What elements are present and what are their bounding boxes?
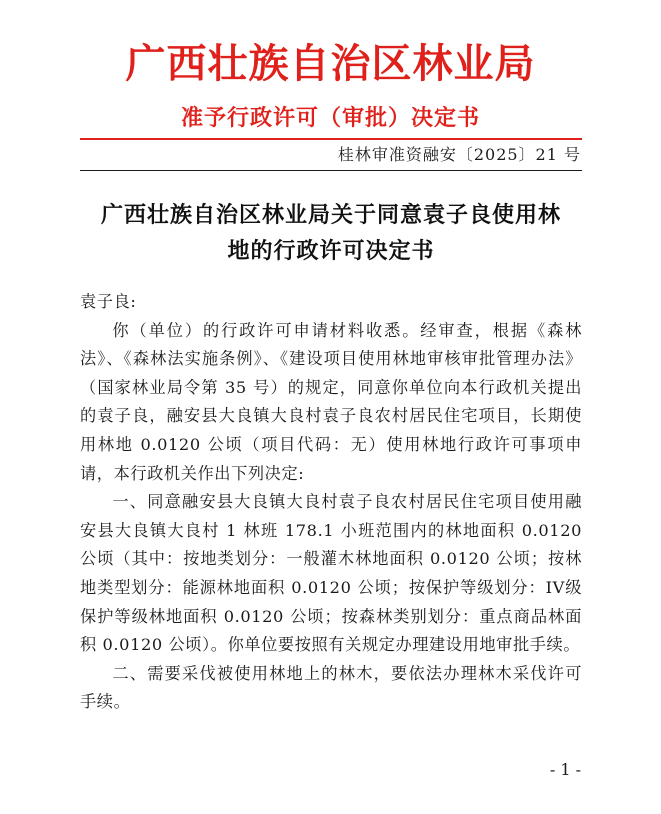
document-body (80, 288, 582, 717)
issuing-authority-title: 广西壮族自治区林业局 (125, 40, 536, 87)
document-title-line-2: 地的行政许可决定书 (227, 238, 435, 264)
body-paragraph-3: 二、需要采伐被使用林地上的林木，要依法办理林木采伐许可手续。 (80, 663, 582, 712)
document-title (80, 197, 582, 269)
red-divider-line (80, 138, 582, 140)
page-number: - 1 - (549, 760, 581, 779)
black-divider-line (80, 170, 582, 171)
document-number: 桂林审准资融安〔2025〕21 号 (337, 145, 581, 164)
salutation: 袁子良: (80, 292, 137, 311)
decision-type-subtitle: 准予行政许可（审批）决定书 (180, 105, 480, 131)
document-title-line-1: 广西壮族自治区林业局关于同意袁子良使用林 (100, 202, 561, 228)
body-paragraph-2: 一、同意融安县大良镇大良村袁子良农村居民住宅项目使用融安县大良镇大良村 1 林班 178.1 小班范围内的林地面积 0.0120 公顷（其中：按地类划分：一般灌木林地面积 0.0120 公顷；按林地类型划分：能源林地面积 0.0120 公顷；按保护等级划分：IV级保护等级林地面积 0.0120 公顷；按森林类别划分：重点商品林面积 0.0120 公顷）。你单位要按照有关规定办理建设用地审批手续。 (80, 492, 582, 655)
body-paragraph-1: 你（单位）的行政许可申请材料收悉。经审查，根据《森林法》、《森林法实施条例》、《建设项目使用林地审核审批管理办法》（国家林业局令第 35 号）的规定，同意你单位向本行政机关提出的袁子良，融安县大良镇大良村袁子良农村居民住宅项目，长期使用林地 0.0120 公顷（项目代码：无）使用林地行政许可事项申请，本行政机关作出下列决定: (80, 320, 582, 483)
